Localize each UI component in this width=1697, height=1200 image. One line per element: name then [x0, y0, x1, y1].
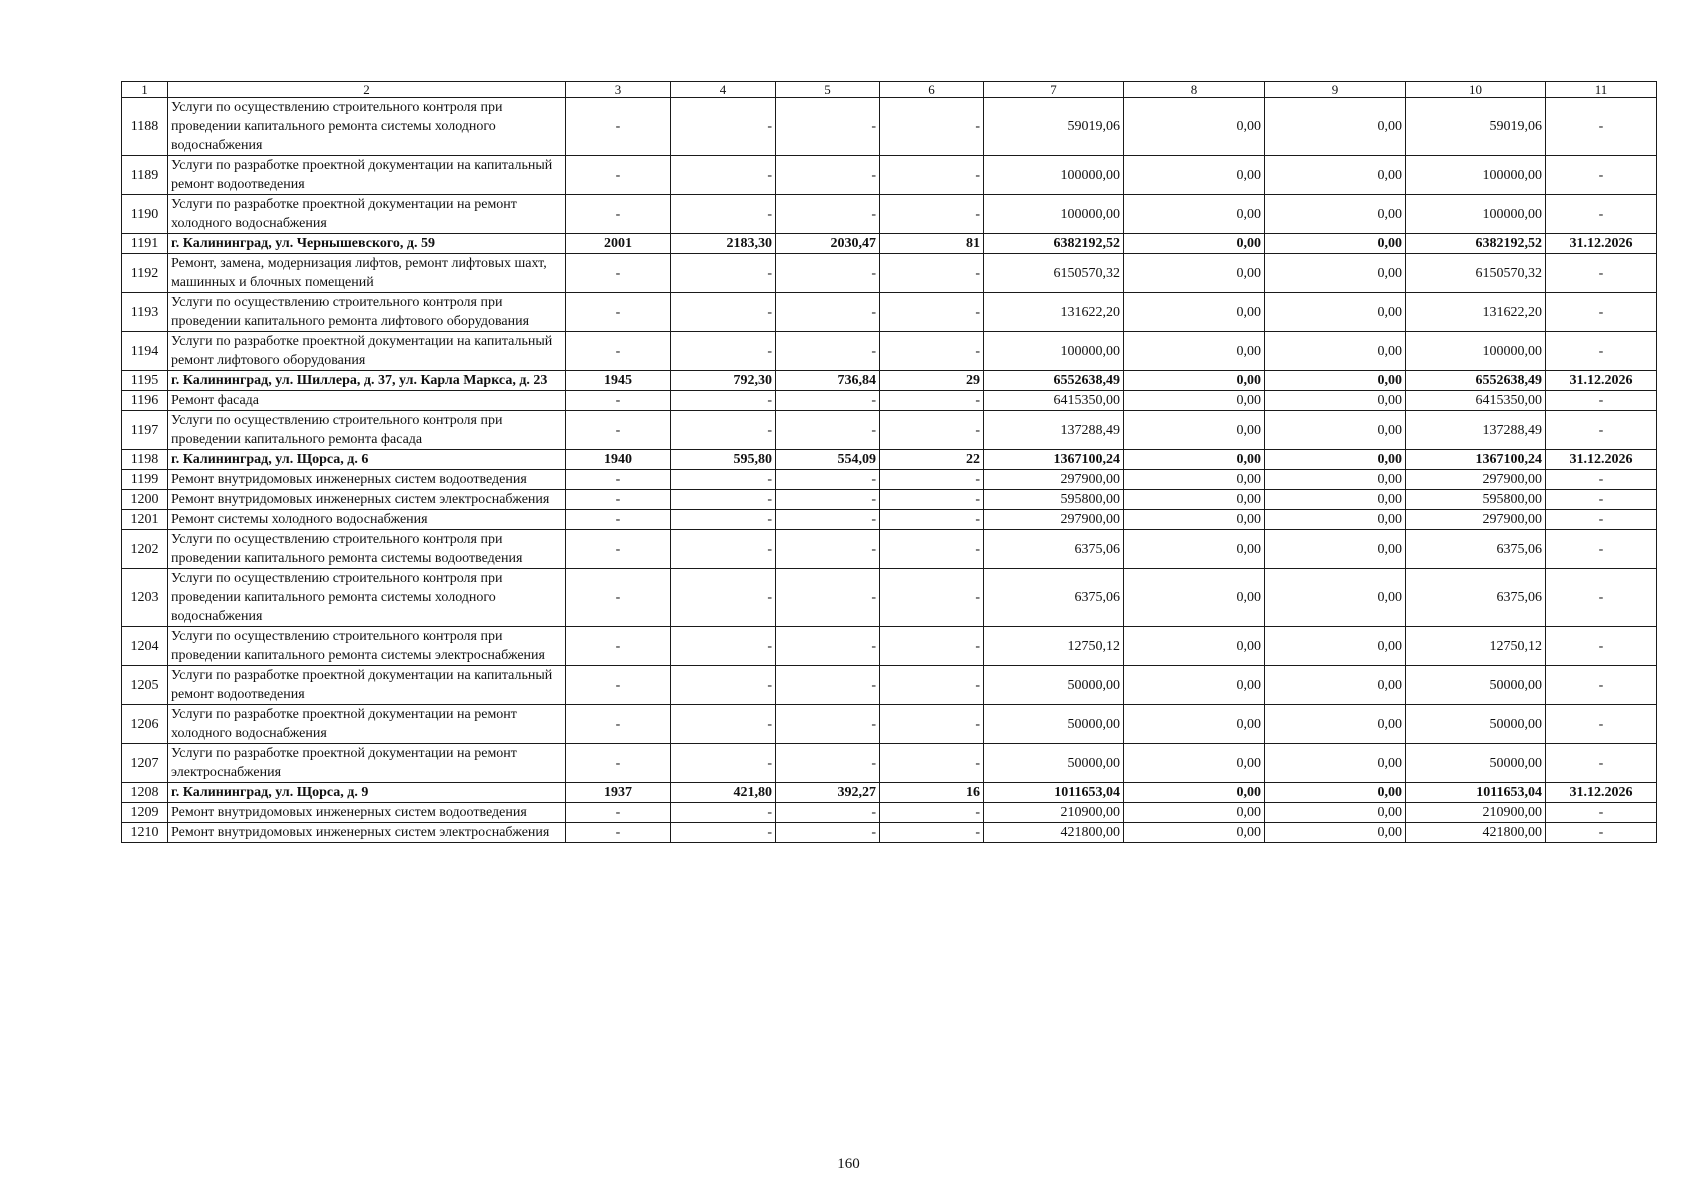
table-row: [122, 510, 1657, 530]
cost-total-cell: 131622,20: [984, 293, 1124, 332]
total-area-cell: -: [671, 98, 776, 156]
completion-date-cell: -: [1546, 411, 1657, 450]
row-number-cell: 1191: [122, 234, 168, 254]
row-number-cell: 1203: [122, 569, 168, 627]
residents-count-cell: -: [880, 470, 984, 490]
row-number-cell: 1188: [122, 98, 168, 156]
work-description-cell: Услуги по разработке проектной документации на ремонт электроснабжения: [168, 744, 566, 783]
work-description-cell: Услуги по осуществлению строительного контроля при проведении капитального ремонта системы электроснабжения: [168, 627, 566, 666]
residents-count-cell: -: [880, 195, 984, 234]
residents-count-cell: 29: [880, 371, 984, 391]
work-description-cell: Ремонт системы холодного водоснабжения: [168, 510, 566, 530]
completion-date-cell: -: [1546, 530, 1657, 569]
living-area-cell: -: [776, 666, 880, 705]
completion-date-cell: -: [1546, 332, 1657, 371]
cost-owners-cell: 210900,00: [1406, 803, 1546, 823]
cost-fund-2-cell: 0,00: [1265, 411, 1406, 450]
total-area-cell: -: [671, 156, 776, 195]
cost-fund-2-cell: 0,00: [1265, 98, 1406, 156]
work-description-cell: Ремонт, замена, модернизация лифтов, ремонт лифтовых шахт, машинных и блочных помещений: [168, 254, 566, 293]
cost-total-cell: 421800,00: [984, 823, 1124, 843]
table-row: [122, 254, 1657, 293]
cost-fund-2-cell: 0,00: [1265, 510, 1406, 530]
living-area-cell: -: [776, 530, 880, 569]
total-area-cell: -: [671, 744, 776, 783]
cost-owners-cell: 1367100,24: [1406, 450, 1546, 470]
year-built-cell: -: [566, 156, 671, 195]
table-row: [122, 803, 1657, 823]
table-row: [122, 470, 1657, 490]
cost-total-cell: 297900,00: [984, 470, 1124, 490]
cost-owners-cell: 297900,00: [1406, 510, 1546, 530]
total-area-cell: -: [671, 470, 776, 490]
cost-fund-1-cell: 0,00: [1124, 254, 1265, 293]
cost-owners-cell: 421800,00: [1406, 823, 1546, 843]
row-number-cell: 1209: [122, 803, 168, 823]
cost-fund-1-cell: 0,00: [1124, 98, 1265, 156]
row-number-cell: 1189: [122, 156, 168, 195]
year-built-cell: -: [566, 705, 671, 744]
completion-date-cell: -: [1546, 627, 1657, 666]
cost-fund-2-cell: 0,00: [1265, 254, 1406, 293]
column-number-header-row: [122, 82, 1657, 98]
residents-count-cell: -: [880, 803, 984, 823]
cost-total-cell: 1367100,24: [984, 450, 1124, 470]
cost-fund-2-cell: 0,00: [1265, 569, 1406, 627]
living-area-cell: -: [776, 823, 880, 843]
cost-fund-1-cell: 0,00: [1124, 234, 1265, 254]
work-description-cell: г. Калининград, ул. Щорса, д. 6: [168, 450, 566, 470]
row-number-cell: 1207: [122, 744, 168, 783]
work-description-cell: Услуги по осуществлению строительного контроля при проведении капитального ремонта системы холодного водоснабжения: [168, 98, 566, 156]
cost-total-cell: 50000,00: [984, 666, 1124, 705]
completion-date-cell: -: [1546, 666, 1657, 705]
residents-count-cell: 22: [880, 450, 984, 470]
year-built-cell: -: [566, 332, 671, 371]
cost-total-cell: 6382192,52: [984, 234, 1124, 254]
row-number-cell: 1195: [122, 371, 168, 391]
table-row: [122, 569, 1657, 627]
work-description-cell: Услуги по разработке проектной документации на капитальный ремонт водоотведения: [168, 666, 566, 705]
cost-fund-1-cell: 0,00: [1124, 156, 1265, 195]
cost-fund-1-cell: 0,00: [1124, 450, 1265, 470]
cost-owners-cell: 297900,00: [1406, 470, 1546, 490]
year-built-cell: -: [566, 391, 671, 411]
work-description-cell: Услуги по разработке проектной документации на ремонт холодного водоснабжения: [168, 705, 566, 744]
row-number-cell: 1192: [122, 254, 168, 293]
cost-total-cell: 595800,00: [984, 490, 1124, 510]
total-area-cell: -: [671, 705, 776, 744]
cost-total-cell: 6375,06: [984, 530, 1124, 569]
living-area-cell: -: [776, 98, 880, 156]
cost-owners-cell: 12750,12: [1406, 627, 1546, 666]
cost-fund-1-cell: 0,00: [1124, 490, 1265, 510]
cost-fund-2-cell: 0,00: [1265, 195, 1406, 234]
cost-fund-1-cell: 0,00: [1124, 627, 1265, 666]
cost-fund-2-cell: 0,00: [1265, 450, 1406, 470]
table-row: [122, 98, 1657, 156]
living-area-cell: 392,27: [776, 783, 880, 803]
work-description-cell: Ремонт внутридомовых инженерных систем электроснабжения: [168, 490, 566, 510]
cost-owners-cell: 50000,00: [1406, 666, 1546, 705]
row-number-cell: 1204: [122, 627, 168, 666]
cost-fund-2-cell: 0,00: [1265, 490, 1406, 510]
cost-fund-1-cell: 0,00: [1124, 705, 1265, 744]
column-number-header: 3: [566, 82, 671, 98]
cost-owners-cell: 50000,00: [1406, 744, 1546, 783]
year-built-cell: -: [566, 293, 671, 332]
total-area-cell: -: [671, 510, 776, 530]
residents-count-cell: -: [880, 705, 984, 744]
column-number-header: 8: [1124, 82, 1265, 98]
completion-date-cell: -: [1546, 510, 1657, 530]
column-number-header: 11: [1546, 82, 1657, 98]
row-number-cell: 1198: [122, 450, 168, 470]
total-area-cell: -: [671, 666, 776, 705]
cost-owners-cell: 6375,06: [1406, 530, 1546, 569]
cost-fund-2-cell: 0,00: [1265, 705, 1406, 744]
residents-count-cell: -: [880, 293, 984, 332]
completion-date-cell: -: [1546, 195, 1657, 234]
cost-fund-2-cell: 0,00: [1265, 391, 1406, 411]
cost-total-cell: 137288,49: [984, 411, 1124, 450]
living-area-cell: -: [776, 490, 880, 510]
cost-fund-1-cell: 0,00: [1124, 195, 1265, 234]
column-number-header: 10: [1406, 82, 1546, 98]
year-built-cell: -: [566, 666, 671, 705]
cost-fund-1-cell: 0,00: [1124, 783, 1265, 803]
living-area-cell: -: [776, 470, 880, 490]
total-area-cell: -: [671, 530, 776, 569]
column-number-header: 7: [984, 82, 1124, 98]
row-number-cell: 1206: [122, 705, 168, 744]
work-description-cell: г. Калининград, ул. Чернышевского, д. 59: [168, 234, 566, 254]
year-built-cell: -: [566, 195, 671, 234]
cost-total-cell: 6415350,00: [984, 391, 1124, 411]
living-area-cell: -: [776, 627, 880, 666]
cost-total-cell: 100000,00: [984, 332, 1124, 371]
living-area-cell: -: [776, 332, 880, 371]
table-row: [122, 530, 1657, 569]
completion-date-cell: 31.12.2026: [1546, 371, 1657, 391]
address-row: [122, 450, 1657, 470]
residents-count-cell: -: [880, 510, 984, 530]
year-built-cell: 1937: [566, 783, 671, 803]
cost-owners-cell: 6150570,32: [1406, 254, 1546, 293]
cost-total-cell: 100000,00: [984, 195, 1124, 234]
cost-owners-cell: 59019,06: [1406, 98, 1546, 156]
work-description-cell: Ремонт внутридомовых инженерных систем водоотведения: [168, 803, 566, 823]
completion-date-cell: -: [1546, 254, 1657, 293]
column-number-header: 9: [1265, 82, 1406, 98]
work-description-cell: Услуги по разработке проектной документации на ремонт холодного водоснабжения: [168, 195, 566, 234]
cost-fund-1-cell: 0,00: [1124, 823, 1265, 843]
year-built-cell: 2001: [566, 234, 671, 254]
cost-total-cell: 297900,00: [984, 510, 1124, 530]
row-number-cell: 1199: [122, 470, 168, 490]
cost-total-cell: 6375,06: [984, 569, 1124, 627]
work-description-cell: Услуги по разработке проектной документации на капитальный ремонт лифтового оборудования: [168, 332, 566, 371]
living-area-cell: 736,84: [776, 371, 880, 391]
cost-fund-1-cell: 0,00: [1124, 530, 1265, 569]
cost-fund-2-cell: 0,00: [1265, 530, 1406, 569]
cost-total-cell: 6150570,32: [984, 254, 1124, 293]
table-row: [122, 195, 1657, 234]
completion-date-cell: -: [1546, 98, 1657, 156]
year-built-cell: 1945: [566, 371, 671, 391]
living-area-cell: 2030,47: [776, 234, 880, 254]
total-area-cell: -: [671, 391, 776, 411]
cost-fund-2-cell: 0,00: [1265, 234, 1406, 254]
table-row: [122, 156, 1657, 195]
completion-date-cell: -: [1546, 470, 1657, 490]
living-area-cell: -: [776, 195, 880, 234]
year-built-cell: -: [566, 254, 671, 293]
year-built-cell: -: [566, 470, 671, 490]
cost-fund-2-cell: 0,00: [1265, 803, 1406, 823]
cost-fund-2-cell: 0,00: [1265, 293, 1406, 332]
completion-date-cell: -: [1546, 156, 1657, 195]
completion-date-cell: -: [1546, 391, 1657, 411]
cost-fund-1-cell: 0,00: [1124, 569, 1265, 627]
living-area-cell: -: [776, 705, 880, 744]
work-description-cell: Услуги по осуществлению строительного контроля при проведении капитального ремонта системы холодного водоснабжения: [168, 569, 566, 627]
work-description-cell: Ремонт фасада: [168, 391, 566, 411]
work-description-cell: Услуги по осуществлению строительного контроля при проведении капитального ремонта лифтового оборудования: [168, 293, 566, 332]
table-row: [122, 666, 1657, 705]
row-number-cell: 1202: [122, 530, 168, 569]
work-description-cell: Ремонт внутридомовых инженерных систем водоотведения: [168, 470, 566, 490]
total-area-cell: -: [671, 195, 776, 234]
residents-count-cell: -: [880, 627, 984, 666]
cost-fund-1-cell: 0,00: [1124, 666, 1265, 705]
cost-fund-2-cell: 0,00: [1265, 627, 1406, 666]
completion-date-cell: -: [1546, 823, 1657, 843]
completion-date-cell: -: [1546, 569, 1657, 627]
row-number-cell: 1200: [122, 490, 168, 510]
year-built-cell: -: [566, 510, 671, 530]
total-area-cell: -: [671, 332, 776, 371]
table-row: [122, 391, 1657, 411]
living-area-cell: -: [776, 156, 880, 195]
row-number-cell: 1196: [122, 391, 168, 411]
cost-owners-cell: 6415350,00: [1406, 391, 1546, 411]
year-built-cell: -: [566, 744, 671, 783]
residents-count-cell: 81: [880, 234, 984, 254]
year-built-cell: -: [566, 530, 671, 569]
cost-fund-1-cell: 0,00: [1124, 510, 1265, 530]
row-number-cell: 1208: [122, 783, 168, 803]
completion-date-cell: -: [1546, 705, 1657, 744]
row-number-cell: 1193: [122, 293, 168, 332]
residents-count-cell: -: [880, 254, 984, 293]
cost-total-cell: 50000,00: [984, 705, 1124, 744]
cost-owners-cell: 100000,00: [1406, 332, 1546, 371]
cost-fund-1-cell: 0,00: [1124, 803, 1265, 823]
year-built-cell: -: [566, 490, 671, 510]
column-number-header: 4: [671, 82, 776, 98]
completion-date-cell: -: [1546, 293, 1657, 332]
total-area-cell: -: [671, 293, 776, 332]
cost-fund-1-cell: 0,00: [1124, 371, 1265, 391]
cost-owners-cell: 1011653,04: [1406, 783, 1546, 803]
living-area-cell: -: [776, 744, 880, 783]
completion-date-cell: 31.12.2026: [1546, 783, 1657, 803]
cost-owners-cell: 50000,00: [1406, 705, 1546, 744]
living-area-cell: -: [776, 803, 880, 823]
cost-owners-cell: 100000,00: [1406, 195, 1546, 234]
total-area-cell: 595,80: [671, 450, 776, 470]
total-area-cell: -: [671, 254, 776, 293]
row-number-cell: 1197: [122, 411, 168, 450]
residents-count-cell: -: [880, 98, 984, 156]
row-number-cell: 1194: [122, 332, 168, 371]
year-built-cell: 1940: [566, 450, 671, 470]
residents-count-cell: -: [880, 411, 984, 450]
cost-fund-1-cell: 0,00: [1124, 391, 1265, 411]
cost-owners-cell: 100000,00: [1406, 156, 1546, 195]
cost-total-cell: 12750,12: [984, 627, 1124, 666]
completion-date-cell: -: [1546, 490, 1657, 510]
total-area-cell: -: [671, 627, 776, 666]
page-number: 160: [837, 1156, 860, 1172]
cost-owners-cell: 6375,06: [1406, 569, 1546, 627]
row-number-cell: 1210: [122, 823, 168, 843]
year-built-cell: -: [566, 569, 671, 627]
cost-fund-1-cell: 0,00: [1124, 332, 1265, 371]
cost-total-cell: 59019,06: [984, 98, 1124, 156]
work-description-cell: Услуги по осуществлению строительного контроля при проведении капитального ремонта системы водоотведения: [168, 530, 566, 569]
living-area-cell: -: [776, 510, 880, 530]
residents-count-cell: -: [880, 490, 984, 510]
column-number-header: 6: [880, 82, 984, 98]
work-description-cell: Услуги по разработке проектной документации на капитальный ремонт водоотведения: [168, 156, 566, 195]
residents-count-cell: -: [880, 744, 984, 783]
living-area-cell: -: [776, 411, 880, 450]
table-row: [122, 705, 1657, 744]
year-built-cell: -: [566, 823, 671, 843]
total-area-cell: -: [671, 569, 776, 627]
cost-fund-2-cell: 0,00: [1265, 744, 1406, 783]
completion-date-cell: -: [1546, 803, 1657, 823]
cost-fund-2-cell: 0,00: [1265, 371, 1406, 391]
total-area-cell: -: [671, 490, 776, 510]
residents-count-cell: -: [880, 332, 984, 371]
address-row: [122, 371, 1657, 391]
cost-fund-1-cell: 0,00: [1124, 744, 1265, 783]
cost-owners-cell: 6382192,52: [1406, 234, 1546, 254]
cost-fund-2-cell: 0,00: [1265, 332, 1406, 371]
residents-count-cell: -: [880, 530, 984, 569]
table-row: [122, 293, 1657, 332]
year-built-cell: -: [566, 627, 671, 666]
row-number-cell: 1190: [122, 195, 168, 234]
year-built-cell: -: [566, 98, 671, 156]
table-row: [122, 744, 1657, 783]
table-row: [122, 490, 1657, 510]
row-number-cell: 1201: [122, 510, 168, 530]
living-area-cell: -: [776, 254, 880, 293]
address-row: [122, 234, 1657, 254]
cost-owners-cell: 137288,49: [1406, 411, 1546, 450]
cost-fund-2-cell: 0,00: [1265, 666, 1406, 705]
year-built-cell: -: [566, 411, 671, 450]
work-description-cell: г. Калининград, ул. Щорса, д. 9: [168, 783, 566, 803]
work-description-cell: Ремонт внутридомовых инженерных систем электроснабжения: [168, 823, 566, 843]
residents-count-cell: -: [880, 823, 984, 843]
total-area-cell: 2183,30: [671, 234, 776, 254]
cost-total-cell: 1011653,04: [984, 783, 1124, 803]
total-area-cell: -: [671, 823, 776, 843]
table-row: [122, 411, 1657, 450]
total-area-cell: -: [671, 411, 776, 450]
residents-count-cell: -: [880, 156, 984, 195]
column-number-header: 2: [168, 82, 566, 98]
cost-total-cell: 50000,00: [984, 744, 1124, 783]
completion-date-cell: -: [1546, 744, 1657, 783]
residents-count-cell: -: [880, 391, 984, 411]
cost-fund-1-cell: 0,00: [1124, 470, 1265, 490]
cost-fund-1-cell: 0,00: [1124, 411, 1265, 450]
cost-fund-2-cell: 0,00: [1265, 470, 1406, 490]
cost-fund-1-cell: 0,00: [1124, 293, 1265, 332]
cost-fund-2-cell: 0,00: [1265, 783, 1406, 803]
cost-total-cell: 210900,00: [984, 803, 1124, 823]
work-description-cell: г. Калининград, ул. Шиллера, д. 37, ул. Карла Маркса, д. 23: [168, 371, 566, 391]
table-row: [122, 823, 1657, 843]
living-area-cell: 554,09: [776, 450, 880, 470]
cost-owners-cell: 131622,20: [1406, 293, 1546, 332]
residents-count-cell: -: [880, 569, 984, 627]
completion-date-cell: 31.12.2026: [1546, 450, 1657, 470]
row-number-cell: 1205: [122, 666, 168, 705]
cost-owners-cell: 6552638,49: [1406, 371, 1546, 391]
column-number-header: 1: [122, 82, 168, 98]
repair-program-table: [121, 81, 1657, 843]
total-area-cell: 421,80: [671, 783, 776, 803]
year-built-cell: -: [566, 803, 671, 823]
cost-fund-2-cell: 0,00: [1265, 156, 1406, 195]
total-area-cell: -: [671, 803, 776, 823]
column-number-header: 5: [776, 82, 880, 98]
residents-count-cell: -: [880, 666, 984, 705]
cost-total-cell: 100000,00: [984, 156, 1124, 195]
living-area-cell: -: [776, 391, 880, 411]
completion-date-cell: 31.12.2026: [1546, 234, 1657, 254]
living-area-cell: -: [776, 569, 880, 627]
residents-count-cell: 16: [880, 783, 984, 803]
living-area-cell: -: [776, 293, 880, 332]
total-area-cell: 792,30: [671, 371, 776, 391]
cost-owners-cell: 595800,00: [1406, 490, 1546, 510]
table-row: [122, 627, 1657, 666]
cost-total-cell: 6552638,49: [984, 371, 1124, 391]
cost-fund-2-cell: 0,00: [1265, 823, 1406, 843]
address-row: [122, 783, 1657, 803]
work-description-cell: Услуги по осуществлению строительного контроля при проведении капитального ремонта фасада: [168, 411, 566, 450]
table-row: [122, 332, 1657, 371]
